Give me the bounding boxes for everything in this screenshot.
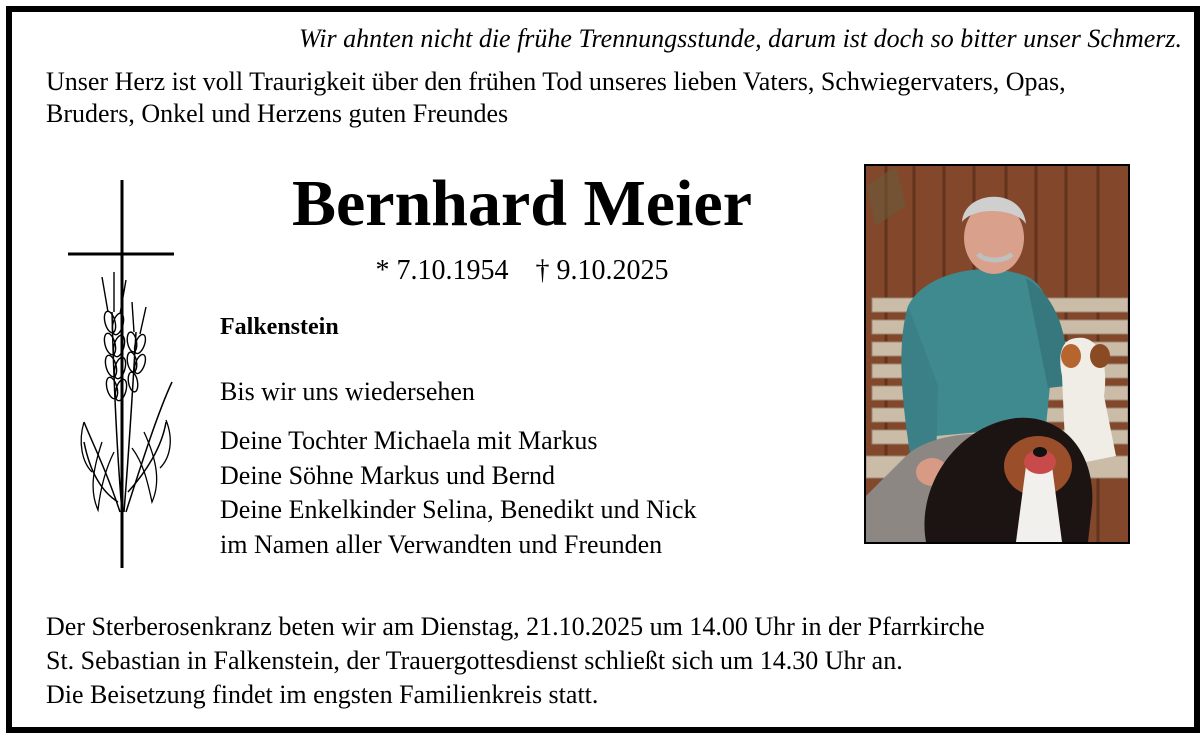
portrait-photo <box>864 164 1130 544</box>
service-line: St. Sebastian in Falkenstein, der Trauergottesdienst schließt sich um 14.30 Uhr an. <box>46 646 903 675</box>
obituary-card <box>6 6 1200 733</box>
death-date: † 9.10.2025 <box>535 255 669 286</box>
mourner-line: Deine Tochter Michaela mit Markus <box>220 426 598 455</box>
life-dates <box>212 254 832 288</box>
farewell-line: Bis wir uns wiedersehen <box>220 377 475 406</box>
quote-line: Wir ahnten nicht die frühe Trennungsstunde, darum ist doch so bitter unser Schmerz. <box>299 24 1182 53</box>
mourner-line: im Namen aller Verwandten und Freunden <box>220 529 663 559</box>
service-line: Der Sterberosenkranz beten wir am Dienstag, 21.10.2025 um 14.00 Uhr in der Pfarrkirche <box>46 612 985 641</box>
mourner-line: Deine Söhne Markus und Bernd <box>220 460 556 490</box>
location: Falkenstein <box>220 314 339 340</box>
portrait-illustration <box>866 166 1128 542</box>
intro-line: Bruders, Onkel und Herzens guten Freundes <box>46 99 509 128</box>
intro-line: Unser Herz ist voll Traurigkeit über den frühen Tod unseres lieben Vaters, Schwiegervaters, Opas, <box>46 67 1066 96</box>
service-info <box>46 610 1166 712</box>
cross-with-wheat-icon <box>62 172 182 572</box>
intro-text <box>46 66 1146 130</box>
mourner-line: Deine Enkelkinder Selina, Benedikt und Nick <box>220 495 697 524</box>
mourners-list <box>220 424 697 562</box>
birth-date: * 7.10.1954 <box>375 255 509 286</box>
deceased-name: Bernhard Meier <box>291 167 753 240</box>
service-line: Die Beisetzung findet im engsten Familienkreis statt. <box>46 680 599 709</box>
